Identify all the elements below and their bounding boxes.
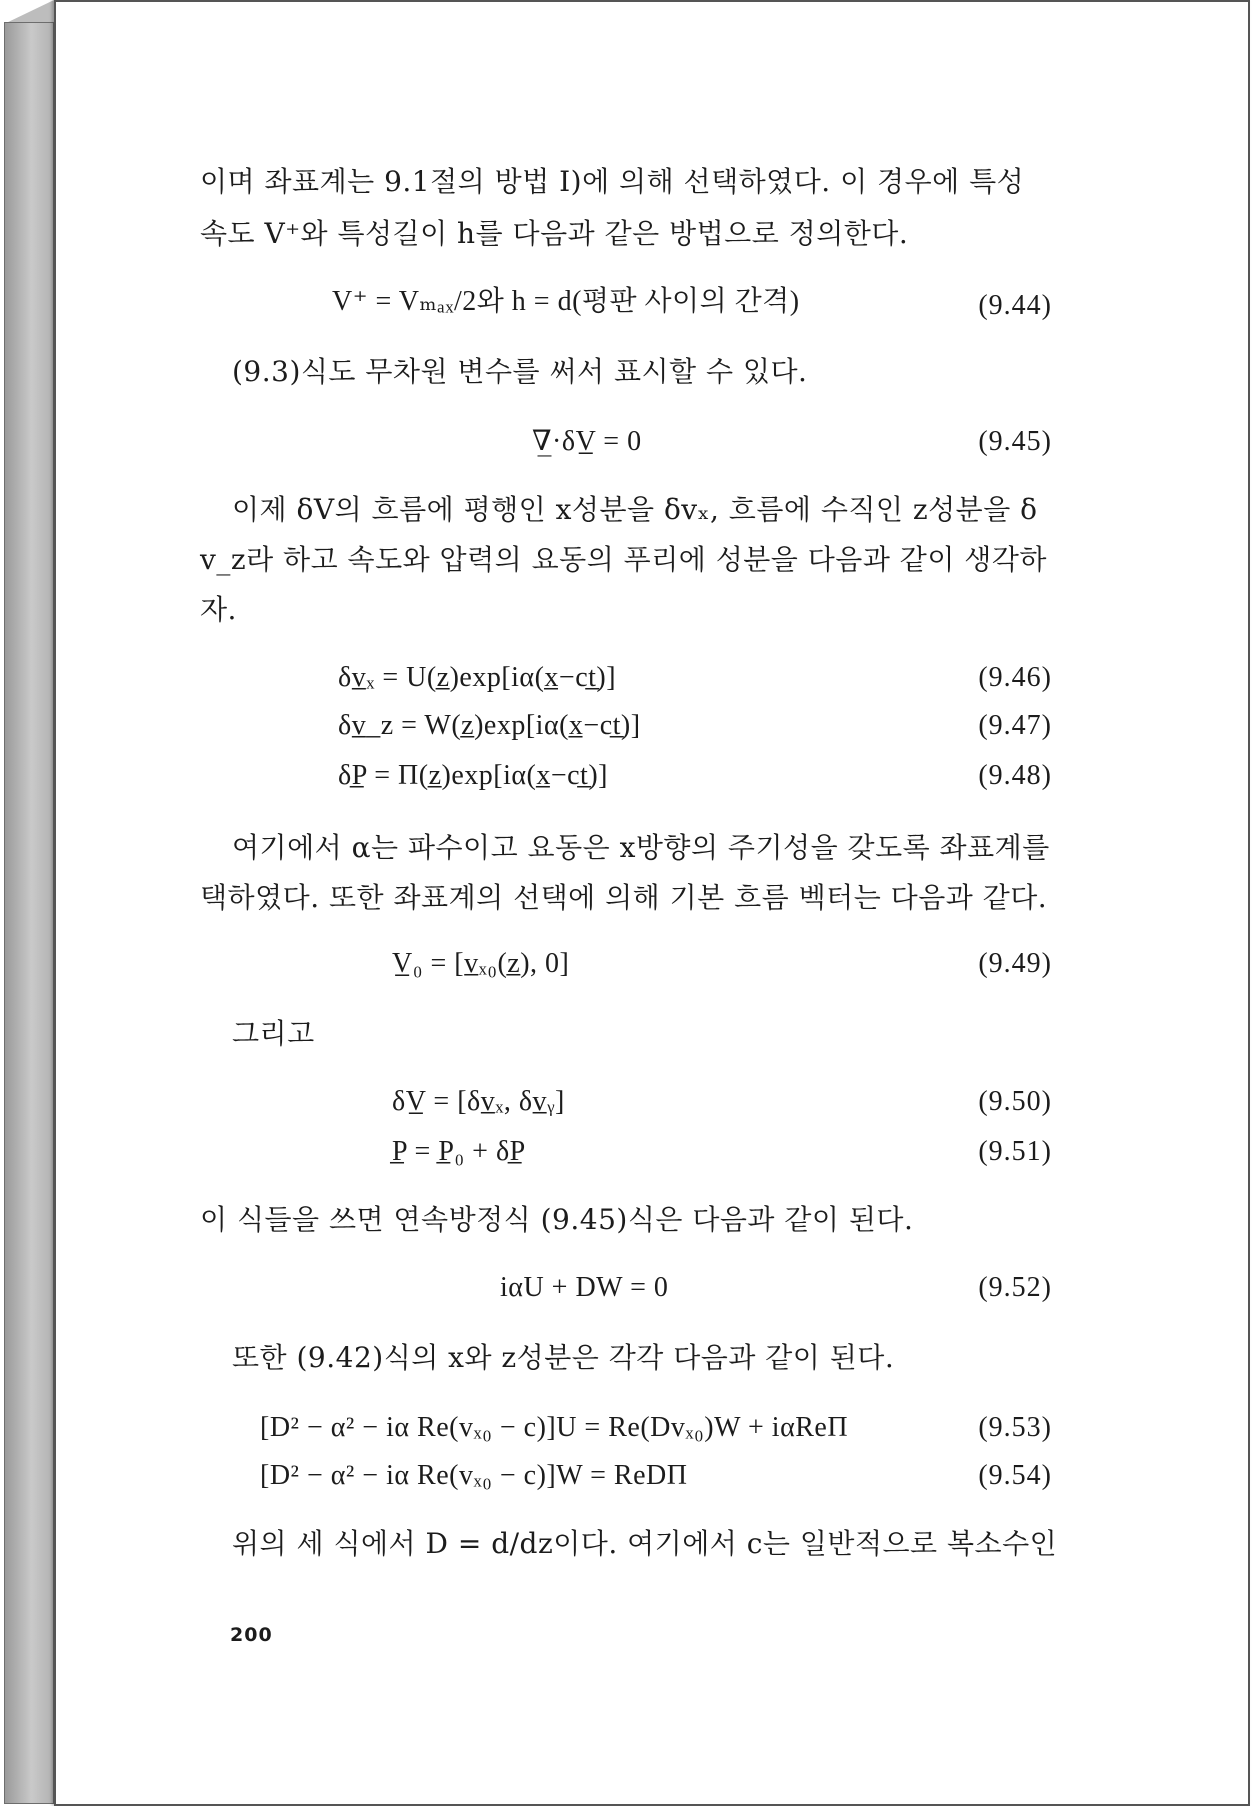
equation-number-9-52: (9.52) xyxy=(978,1272,1052,1303)
equation-9-45: ∇̲·δV̲ = 0 xyxy=(532,426,642,457)
book-page xyxy=(54,0,1250,1806)
equation-9-53: [D² − α² − iα Re(vₓ₀ − c)]U = Re(Dvₓ₀)W + iαReΠ xyxy=(260,1412,849,1443)
equation-9-48: δP̲ = Π(z̲)exp[iα(x̲−ct̲)] xyxy=(338,760,608,791)
equation-9-54: [D² − α² − iα Re(vₓ₀ − c)]W = ReDΠ xyxy=(260,1460,688,1491)
equation-number-9-48: (9.48) xyxy=(978,760,1052,791)
equation-9-46: δv̲ₓ = U(z̲)exp[iα(x̲−ct̲)] xyxy=(338,662,617,693)
equation-number-9-51: (9.51) xyxy=(978,1136,1052,1167)
paragraph-8: 위의 세 식에서 D = d/dz이다. 여기에서 c는 일반적으로 복소수인 xyxy=(232,1527,1058,1560)
paragraph-6: 이 식들을 쓰면 연속방정식 (9.45)식은 다음과 같이 된다. xyxy=(200,1203,914,1236)
paragraph-7: 또한 (9.42)식의 x와 z성분은 각각 다음과 같이 된다. xyxy=(232,1341,895,1374)
paragraph-2: (9.3)식도 무차원 변수를 써서 표시할 수 있다. xyxy=(232,355,808,388)
equation-number-9-47: (9.47) xyxy=(978,710,1052,741)
equation-9-44: V⁺ = Vₘₐₓ/2와 h = d(평판 사이의 간격) xyxy=(332,286,800,317)
paragraph-4-line-2: 택하였다. 또한 좌표계의 선택에 의해 기본 흐름 벡터는 다음과 같다. xyxy=(200,881,1048,914)
equation-9-49: V̲₀ = [v̲ₓ₀(z̲), 0] xyxy=(392,948,570,979)
equation-number-9-45: (9.45) xyxy=(978,426,1052,457)
equation-number-9-44: (9.44) xyxy=(978,290,1052,321)
paragraph-3-line-1: 이제 δV의 흐름에 평행인 x성분을 δvₓ, 흐름에 수직인 z성분을 δ xyxy=(232,493,1038,526)
equation-number-9-46: (9.46) xyxy=(978,662,1052,693)
equation-9-52: iαU + DW = 0 xyxy=(500,1272,669,1303)
equation-number-9-54: (9.54) xyxy=(978,1460,1052,1491)
page-number: 200 xyxy=(230,1624,273,1646)
paragraph-4-line-1: 여기에서 α는 파수이고 요동은 x방향의 주기성을 갖도록 좌표계를 xyxy=(232,831,1050,864)
equation-9-51: P̲ = P̲₀ + δP̲ xyxy=(392,1136,526,1167)
book-spine-top xyxy=(4,0,54,24)
paragraph-1-line-2: 속도 V⁺와 특성길이 h를 다음과 같은 방법으로 정의한다. xyxy=(200,217,909,250)
equation-9-50: δV̲ = [δv̲ₓ, δv̲ᵧ] xyxy=(392,1086,565,1117)
page-content xyxy=(56,2,1248,1804)
equation-9-47: δv̲_z = W(z̲)exp[iα(x̲−ct̲)] xyxy=(338,710,641,741)
paragraph-5: 그리고 xyxy=(232,1017,315,1050)
paragraph-3-line-3: 자. xyxy=(200,593,237,626)
paragraph-3-line-2: v_z라 하고 속도와 압력의 요동의 푸리에 성분을 다음과 같이 생각하 xyxy=(200,543,1047,576)
book-spine xyxy=(4,22,54,1804)
equation-number-9-50: (9.50) xyxy=(978,1086,1052,1117)
equation-number-9-53: (9.53) xyxy=(978,1412,1052,1443)
paragraph-1-line-1: 이며 좌표계는 9.1절의 방법 Ⅰ)에 의해 선택하였다. 이 경우에 특성 xyxy=(200,165,1025,198)
equation-number-9-49: (9.49) xyxy=(978,948,1052,979)
